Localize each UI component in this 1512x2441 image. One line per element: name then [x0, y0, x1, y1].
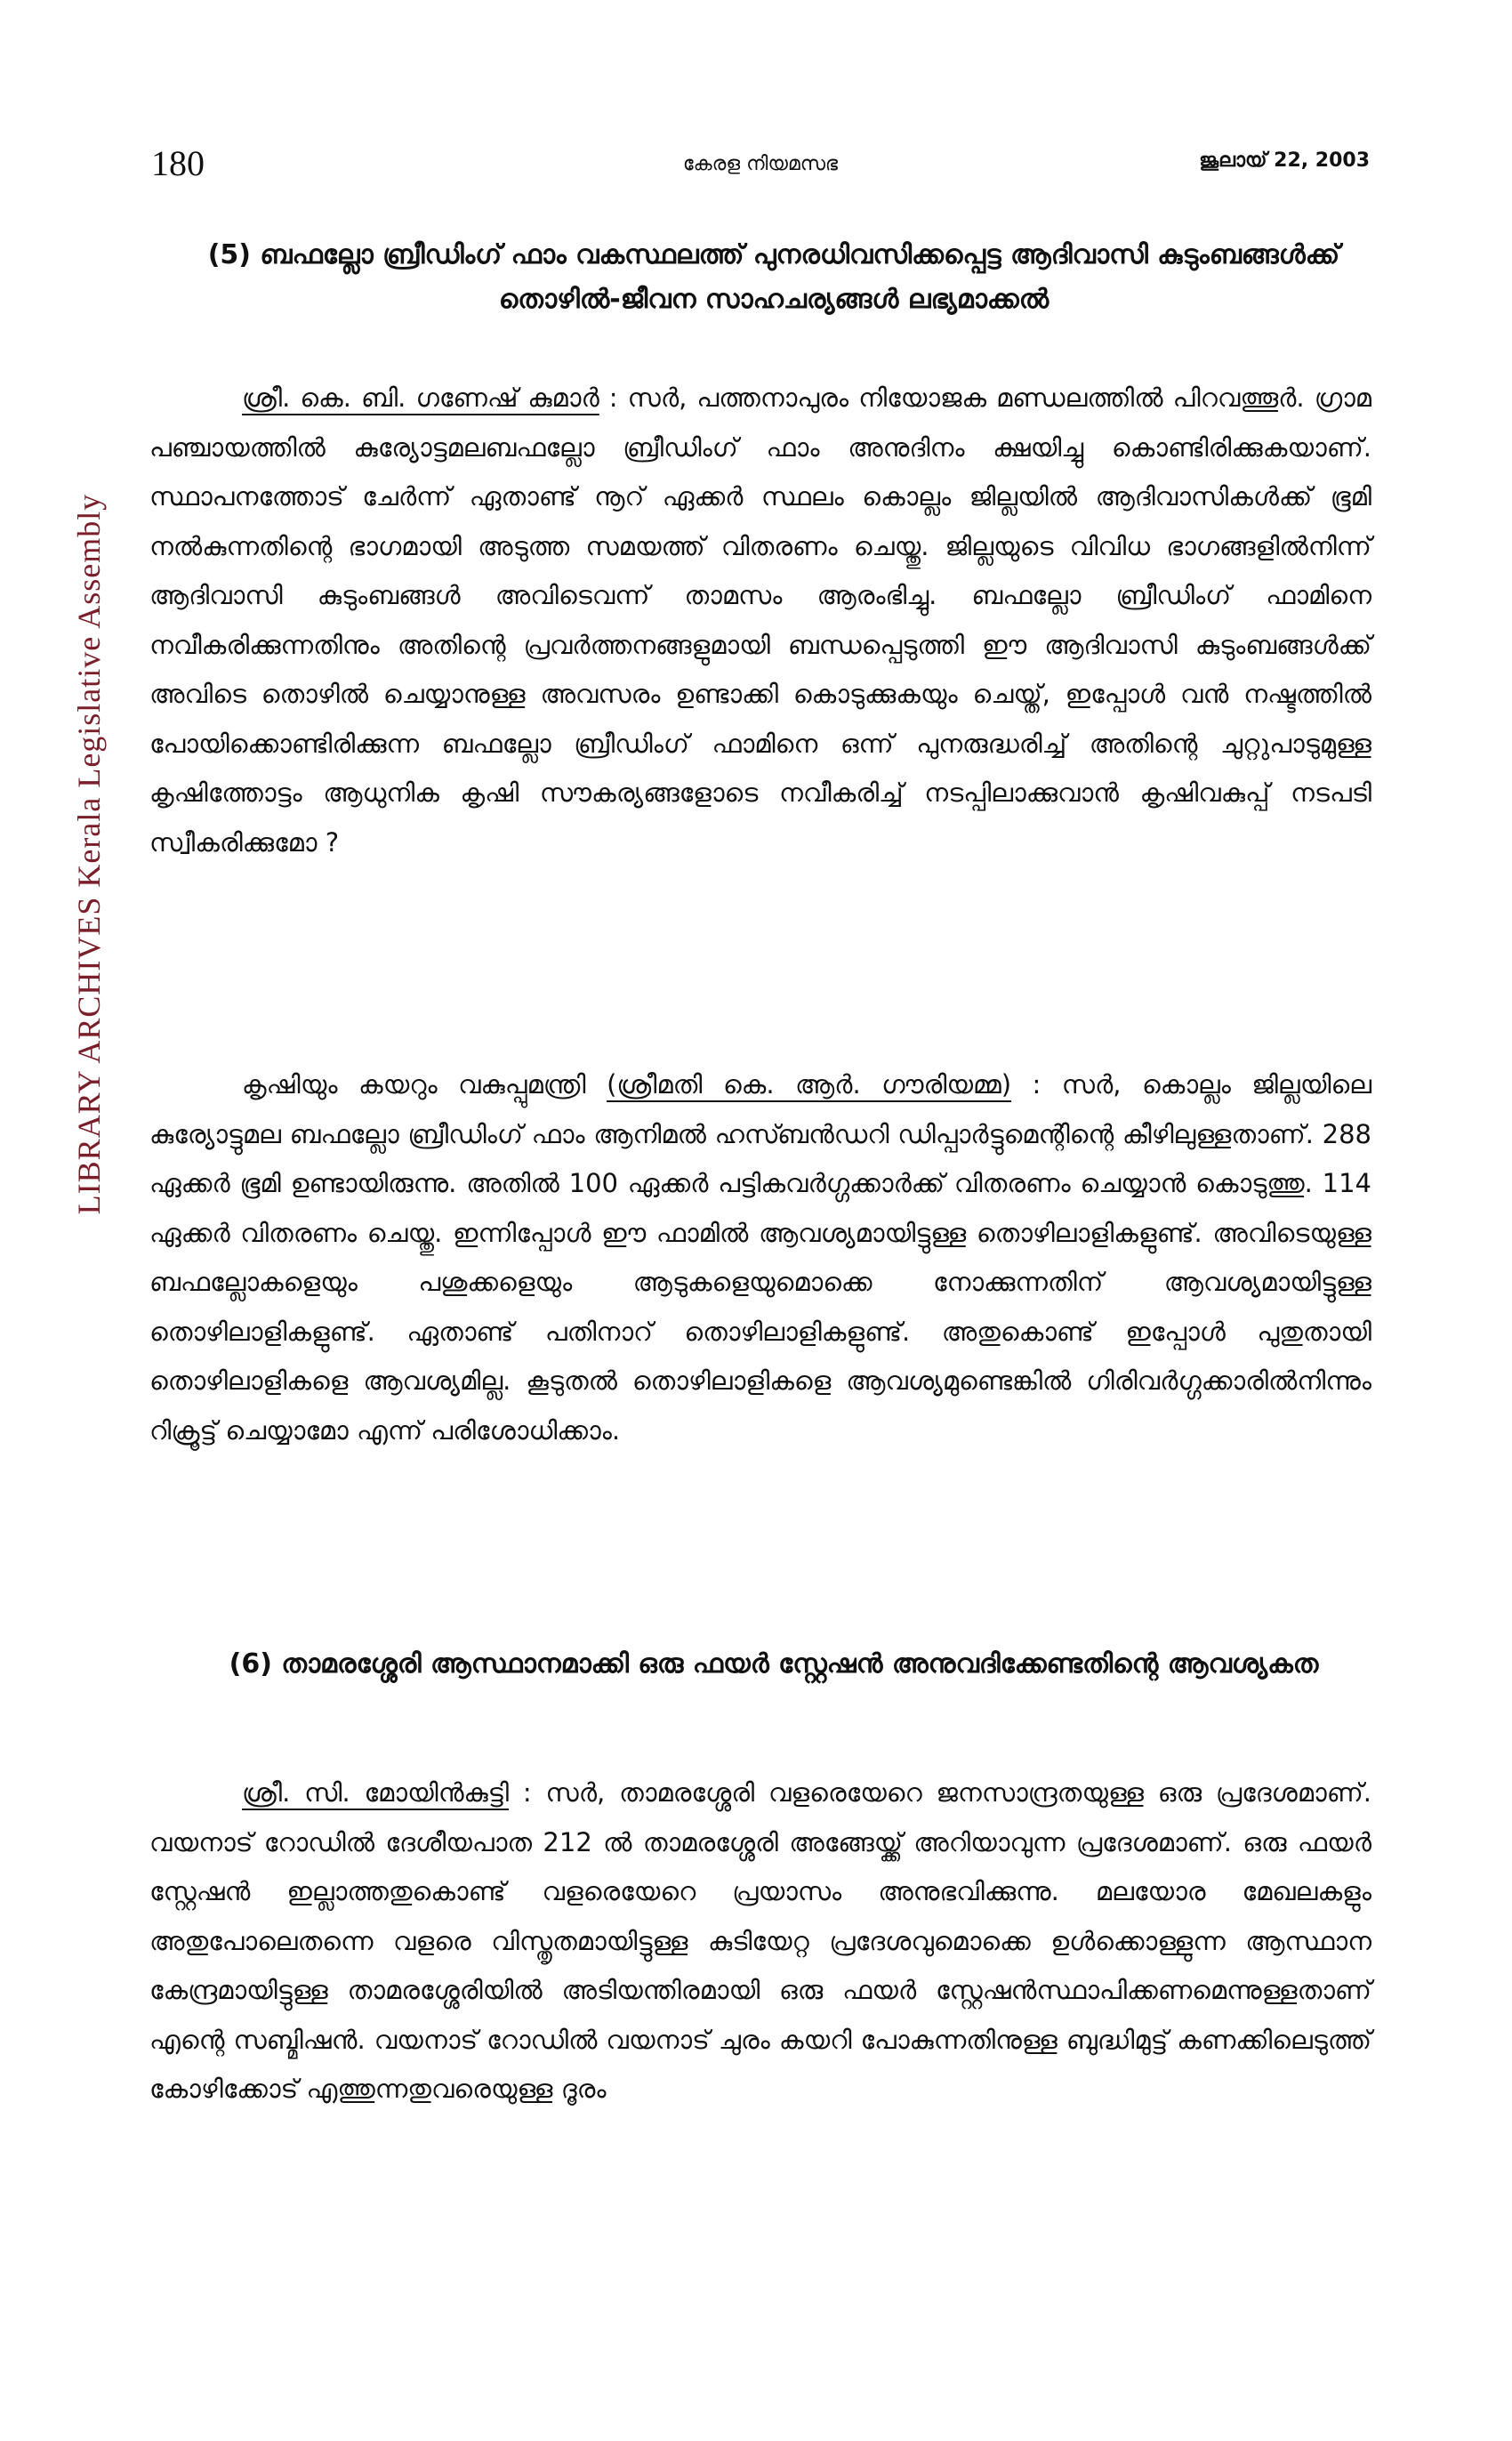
- speaker-role: കൃഷിയും കയറും വകുപ്പുമന്ത്രി: [242, 1069, 607, 1100]
- submission-paragraph-moyinkutty: [149, 1768, 1371, 2115]
- page-header: [151, 142, 1370, 192]
- paragraph-text: : സർ, താമരശ്ശേരി വളരെയേറെ ജനസാന്ദ്രതയുള്ള ഒരു പ്രദേശമാണ്. വയനാട് റോഡിൽ ദേശീയപാത 212 ൽ താമരശ്ശേരി അങ്ങേയ്ക്ക് അറിയാവുന്ന പ്രദേശമാണ്. ഒരു ഫയർ സ്റ്റേഷൻ ഇല്ലാത്തതുകൊണ്ട് വളരെയേറെ പ്രയാസം അനുഭവിക്കുന്നു. മലയോര മേഖലകളും അതുപോലെതന്നെ വളരെ വിസ്തൃതമായിട്ടുള്ള കുടിയേറ്റ പ്രദേശവുമൊക്കെ ഉൾക്കൊള്ളുന്ന ആസ്ഥാന കേന്ദ്രമായിട്ടുള്ള താമരശ്ശേരിയിൽ അടിയന്തിരമായി ഒരു ഫയർ സ്റ്റേഷൻസ്ഥാപിക്കണമെന്നുള്ളതാണ് എന്റെ സബ്മിഷൻ. വയനാട് റോഡിൽ വയനാട് ചുരം കയറി പോകുന്നതിനുള്ള ബുദ്ധിമുട്ട് കണക്കിലെടുത്ത് കോഴിക്കോട് എത്തുന്നതുവരെയുള്ള ദൂരം: [149, 1777, 1371, 2104]
- question-paragraph-ganesh-kumar: [149, 374, 1371, 867]
- paragraph-text: : സർ, കൊല്ലം ജില്ലയിലെ കുര്യോട്ടുമല ബഫല്ലോ ബ്രീഡിംഗ് ഫാം ആനിമൽ ഹസ്ബൻഡറി ഡിപ്പാർട്ടുമെന്റിന്റെ കീഴിലുള്ളതാണ്. 288 ഏക്കർ ഭൂമി ഉണ്ടായിരുന്നു. അതിൽ 100 ഏക്കർ പട്ടികവർഗ്ഗക്കാർക്ക് വിതരണം ചെയ്യാൻ കൊടുത്തു. 114 ഏക്കർ വിതരണം ചെയ്തു. ഇന്നിപ്പോൾ ഈ ഫാമിൽ ആവശ്യമായിട്ടുള്ള തൊഴിലാളികളുണ്ട്. അവിടെയുള്ള ബഫല്ലോകളെയും പശുക്കളെയും ആടുകളെയുമൊക്കെ നോക്കുന്നതിന് ആവശ്യമായിട്ടുള്ള തൊഴിലാളികളുണ്ട്. ഏതാണ്ട് പതിനാറ് തൊഴിലാളികളുണ്ട്. അതുകൊണ്ട് ഇപ്പോൾ പുതുതായി തൊഴിലാളികളെ ആവശ്യമില്ല. കൂടുതൽ തൊഴിലാളികളെ ആവശ്യമുണ്ടെങ്കിൽ ഗിരിവർഗ്ഗക്കാരിൽനിന്നും റിക്രൂട്ട് ചെയ്യാമോ എന്ന് പരിശോധിക്കാം.: [149, 1069, 1371, 1446]
- running-head-title: കേരള നിയമസഭ: [682, 153, 839, 175]
- paragraph-text: : സർ, പത്തനാപുരം നിയോജക മണ്ഡലത്തിൽ പിറവത്തൂർ. ഗ്രാമ പഞ്ചായത്തിൽ കുര്യോട്ടമലബഫല്ലോ ബ്രീഡിംഗ് ഫാം അനുദിനം ക്ഷയിച്ചു കൊണ്ടിരിക്കുകയാണ്. സ്ഥാപനത്തോട് ചേർന്ന് ഏതാണ്ട് നൂറ് ഏക്കർ സ്ഥലം കൊല്ലം ജില്ലയിൽ ആദിവാസികൾക്ക് ഭൂമി നൽകുന്നതിന്റെ ഭാഗമായി അടുത്ത സമയത്ത് വിതരണം ചെയ്തു. ജില്ലയുടെ വിവിധ ഭാഗങ്ങളിൽനിന്ന് ആദിവാസി കുടുംബങ്ങൾ അവിടെവന്ന് താമസം ആരംഭിച്ചു. ബഫല്ലോ ബ്രീഡിംഗ് ഫാമിനെ നവീകരിക്കുന്നതിനും അതിന്റെ പ്രവർത്തനങ്ങളുമായി ബന്ധപ്പെടുത്തി ഈ ആദിവാസി കുടുംബങ്ങൾക്ക് അവിടെ തൊഴിൽ ചെയ്യാനുള്ള അവസരം ഉണ്ടാക്കി കൊടുക്കുകയും ചെയ്ത്, ഇപ്പോൾ വൻ നഷ്ടത്തിൽ പോയിക്കൊണ്ടിരിക്കുന്ന ബഫല്ലോ ബ്രീഡിംഗ് ഫാമിനെ ഒന്ന് പുനരുദ്ധരിച്ച് അതിന്റെ ചുറ്റുപാടുമുള്ള കൃഷിത്തോട്ടം ആധുനിക കൃഷി സൗകര്യങ്ങളോടെ നവീകരിച്ച് നടപ്പിലാക്കുവാൻ കൃഷിവകുപ്പ് നടപടി സ്വീകരിക്കുമോ ?: [149, 383, 1372, 858]
- header-date: ജൂലായ് 22, 2003: [1199, 149, 1370, 172]
- speaker-name: ശ്രീ. സി. മോയിൻകുട്ടി: [242, 1777, 510, 1808]
- page-number: 180: [151, 143, 205, 183]
- section-6-heading: (6) താമരശ്ശേരി ആസ്ഥാനമാക്കി ഒരു ഫയർ സ്റ്റേഷൻ അനുവദിക്കേണ്ടതിന്റെ ആവശ്യകത: [229, 1648, 1319, 1680]
- answer-paragraph-minister: [149, 1060, 1371, 1455]
- section-5-heading: (5) ബഫല്ലോ ബ്രീഡിംഗ് ഫാം വകസ്ഥലത്ത് പുനരധിവസിക്കപ്പെട്ട ആദിവാസി കുടുംബങ്ങൾക്ക് തൊഴിൽ-ജീവന സാഹചര്യങ്ങൾ ലഭ്യമാക്കൽ: [207, 239, 1340, 315]
- speaker-name: ശ്രീ. കെ. ബി. ഗണേഷ് കുമാർ: [242, 383, 599, 413]
- archive-watermark: LIBRARY ARCHIVES Kerala Legislative Assembly: [71, 493, 107, 1215]
- speaker-name: (ശ്രീമതി കെ. ആർ. ഗൗരിയമ്മ): [607, 1069, 1012, 1100]
